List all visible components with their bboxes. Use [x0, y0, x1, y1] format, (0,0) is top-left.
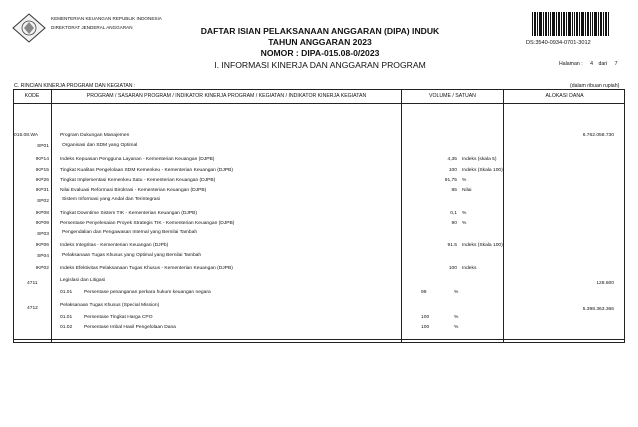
section-title: I. INFORMASI KINERJA DAN ANGGARAN PROGRAM	[214, 60, 426, 70]
page-separator: dari	[598, 61, 608, 67]
page-indicator	[559, 61, 617, 67]
activity-amount: 128.600	[596, 281, 614, 286]
col-header-kode: KODE	[24, 93, 40, 99]
item-desc: Persentase Imbal Hasil Pengelolaan Dana	[84, 325, 176, 330]
item-unit: %	[454, 315, 459, 320]
item-code: 01.01	[60, 315, 73, 320]
item-volume: 100	[421, 315, 430, 320]
page-label: Halaman :	[559, 61, 583, 67]
ministry-name: KEMENTERIAN KEUANGAN REPUBLIK INDONESIA	[51, 16, 162, 21]
unit-note: (dalam ribuan rupiah)	[570, 83, 620, 89]
row-code: IKP08	[35, 211, 49, 216]
row-code: IKP26	[35, 178, 49, 183]
directorate-name: DIREKTORAT JENDERAL ANGGARAN	[51, 25, 133, 30]
document-title: DAFTAR ISIAN PELAKSANAAN ANGGARAN (DIPA) INDUK	[200, 26, 440, 36]
col-header-alokasi: ALOKASI DANA	[545, 93, 584, 99]
row-unit: %	[462, 221, 467, 226]
dipa-number: NOMOR : DIPA-015.08-0/2023	[260, 48, 380, 58]
row-code: SP01	[37, 144, 49, 149]
row-desc: Pengendalian dan Pengawasan Internal yang Bernilai Tambah	[62, 230, 198, 235]
row-desc: Indeks Integritas - Kementerian Keuangan (DJPb)	[60, 243, 169, 248]
col-divider-1	[51, 89, 52, 343]
row-desc: Tingkat Implementasi Kemenkeu Satu - Kementerian Keuangan (DJPB)	[60, 178, 216, 183]
row-code: IKP14	[35, 157, 49, 162]
row-desc: Sistem Informasi yang Andal dan Terintegrasi	[62, 197, 161, 202]
ds-code: DS:3540-0934-0701-3012	[526, 40, 591, 46]
item-code: 01.01	[60, 290, 73, 295]
activity-code: 4712	[27, 306, 38, 311]
fiscal-year: TAHUN ANGGARAN 2023	[268, 37, 372, 47]
row-desc: Persentase Penyelesaian Proyek Strategis TIK - Kementerian Keuangan (DJPB)	[60, 221, 235, 226]
row-code: IKP06	[35, 243, 49, 248]
row-volume: 4,35	[447, 157, 457, 162]
row-code: SP02	[37, 199, 49, 204]
row-code: 015.08.WA	[14, 133, 39, 138]
item-code: 01.02	[60, 325, 73, 330]
activity-amount: 5.398.363.366	[582, 307, 614, 312]
col-header-desc: PROGRAM / SASARAN PROGRAM / INDIKATOR KINERJA PROGRAM / KEGIATAN / INDIKATOR KINERJA KEGIATAN	[86, 93, 367, 99]
row-unit: Indeks	[462, 266, 477, 271]
header-divider	[13, 103, 625, 104]
row-code: IKP31	[35, 188, 49, 193]
row-unit: Indeks (skala 5)	[462, 157, 497, 162]
row-code: SP04	[37, 254, 49, 259]
page-total: 7	[614, 61, 618, 67]
row-desc: Tingkat Downtime Sistem TIK - Kementerian Keuangan (DJPB)	[60, 211, 197, 216]
item-unit: %	[454, 290, 459, 295]
section-c-title: C. RINCIAN KINERJA PROGRAM DAN KEGIATAN :	[14, 83, 136, 89]
row-code: SP03	[37, 232, 49, 237]
row-desc: Tingkat Kualitas Pengelolaan SDM Kemenkeu - Kementerian Keuangan (DJPB)	[60, 168, 233, 173]
col-divider-2	[401, 89, 402, 343]
row-unit: %	[462, 178, 467, 183]
row-volume: 91.5	[447, 243, 457, 248]
row-desc: Nilai Evaluasi Reformasi Birokrasi - Kementerian Keuangan (DJPB)	[60, 188, 207, 193]
row-code: IKP15	[35, 168, 49, 173]
row-unit: Indeks (Skala 100)	[462, 243, 503, 248]
row-code: IKP09	[35, 221, 49, 226]
page-number: 4	[590, 61, 593, 67]
row-desc: Indeks Efektivitas Pelaksanaan Tugas Khusus - Kementerian Keuangan (DJPB)	[60, 266, 233, 271]
row-desc: Organisasi dan SDM yang Optimal	[62, 143, 138, 148]
item-volume: 99	[421, 290, 427, 295]
ministry-logo	[12, 13, 46, 43]
row-desc: Pelaksanaan Tugas Khusus yang Optimal yang Bernilai Tambah	[62, 253, 202, 258]
item-unit: %	[454, 325, 459, 330]
barcode	[531, 12, 609, 36]
row-volume: 100	[448, 266, 457, 271]
row-volume: 100	[448, 168, 457, 173]
col-divider-3	[503, 89, 504, 343]
col-header-volume: VOLUME / SATUAN	[429, 93, 476, 99]
row-volume: 90	[451, 221, 457, 226]
row-volume: 85	[451, 188, 457, 193]
row-amount: 6.762.058.730	[582, 133, 614, 138]
activity-code: 4711	[27, 281, 38, 286]
item-desc: Persentase Tingkat Harga CPO	[84, 315, 153, 320]
row-volume: 91,75	[444, 178, 457, 183]
row-code: IKP02	[35, 266, 49, 271]
row-desc: Indeks Kepuasan Pengguna Layanan - Kementerian Keuangan (DJPB)	[60, 157, 215, 162]
activity-desc: Legislasi dan Litigasi	[60, 278, 106, 283]
item-volume: 100	[421, 325, 430, 330]
item-desc: Persentase penanganan perkara hukum keuangan negara	[84, 290, 211, 295]
activity-desc: Pelaksanaan Tugas Khusus (Special Mission)	[60, 303, 160, 308]
footer-divider	[13, 339, 625, 340]
row-unit: Indeks (Skala 100)	[462, 168, 503, 173]
row-volume: 0,1	[450, 211, 457, 216]
row-desc: Program Dukungan Manajemen	[60, 133, 130, 138]
row-unit: %	[462, 211, 467, 216]
row-unit: Nilai	[462, 188, 472, 193]
